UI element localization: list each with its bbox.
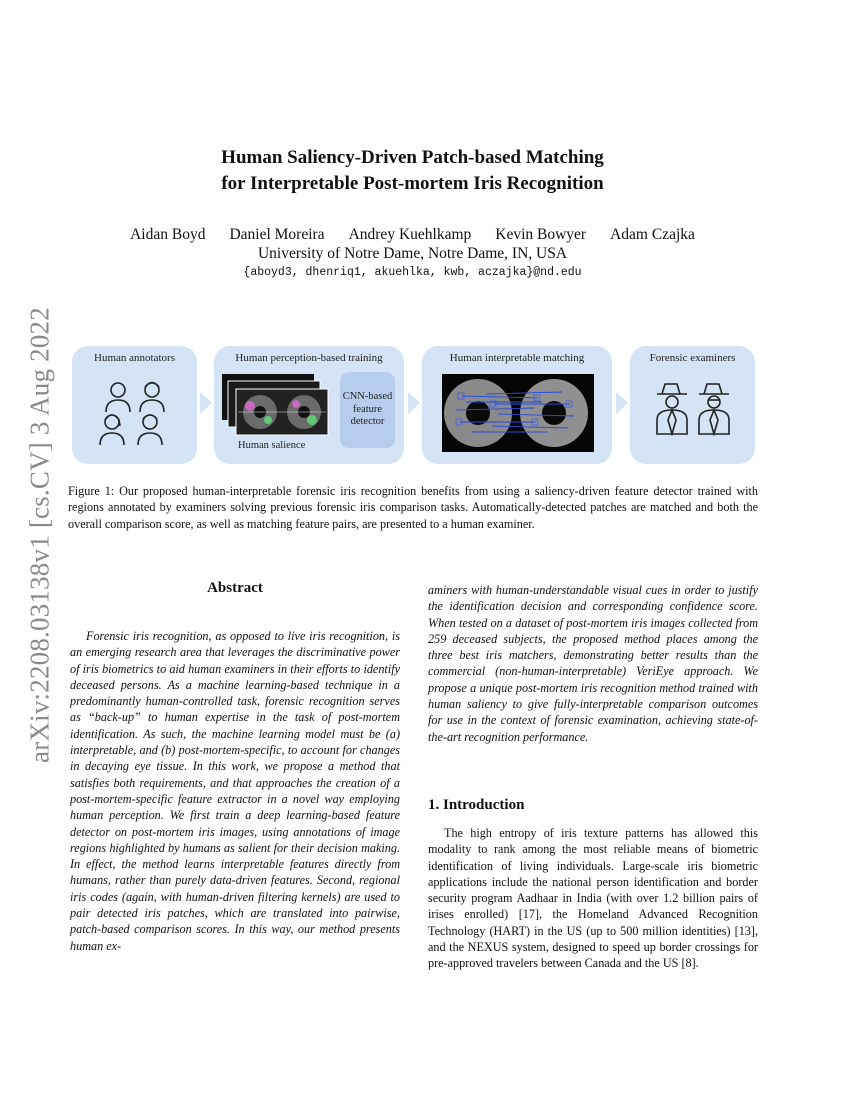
arxiv-text: arXiv:2208.03138v1 [cs.CV] 3 Aug 2022 bbox=[24, 307, 55, 763]
abstract-continuation: aminers with human-understandable visual cues in order to justify the identification decision and corresponding confidence score. When tested on a dataset of post-mortem iris images collected from 259 deceased subjects, the proposed method places among the three best iris matchers, demonstrating better results than the commercial (non-human-interpretable) VeriEye approach. We propose a unique post-mortem iris recognition method trained with human saliency to give fully-interpretable comparison outcomes for use in the context of forensic examination, achieving state-of-the-art recognition performance. bbox=[428, 583, 758, 744]
panel-title: Human annotators bbox=[94, 352, 175, 364]
human-salience-label: Human salience bbox=[238, 440, 306, 451]
author: Aidan Boyd bbox=[130, 226, 206, 243]
author-emails: {aboyd3, dhenriq1, akuehlka, kwb, aczajka}@nd.edu bbox=[243, 266, 582, 279]
introduction-heading: 1. Introduction bbox=[428, 797, 525, 813]
author: Adam Czajka bbox=[610, 226, 695, 243]
chevron-right-icon bbox=[200, 392, 212, 414]
iris-salience-stack-image bbox=[222, 374, 332, 442]
affiliation: University of Notre Dame, Notre Dame, IN, USA bbox=[257, 245, 568, 262]
figure-panel-matching bbox=[422, 346, 612, 464]
figure-caption: Figure 1: Our proposed human-interpretable forensic iris recognition benefits from using a saliency-driven feature detector trained with regions annotated by examiners solving previous forensic iris comparison tasks. Automatically-detected patches are matched and both the overall comparison score, as well as matching feature pairs, are presented to a human examiner. bbox=[68, 484, 758, 531]
author: Daniel Moreira bbox=[229, 226, 325, 243]
chevron-right-icon bbox=[616, 392, 628, 414]
author: Andrey Kuehlkamp bbox=[348, 226, 472, 243]
title-line-2: for Interpretable Post-mortem Iris Recognition bbox=[221, 173, 604, 194]
introduction-body: The high entropy of iris texture patterns has allowed this modality to rank among the most reliable means of biometric identification of living individuals. Large-scale iris biometric applications include the national person identification and border security program Aadhaar in India (with over 1.2 billion pairs of irises enrolled) [17], the Homeland Advanced Recognition Technology (HART) in the US (up to 500 million identities) [13], and the NEXUS system, designed to speed up border crossings for pre-approved travelers between Canada and the US [8]. bbox=[428, 826, 758, 971]
panel-title: Human perception-based training bbox=[235, 352, 383, 364]
figure-panel-training bbox=[214, 346, 404, 464]
panel-title: Human interpretable matching bbox=[449, 352, 585, 364]
panel-title: Forensic examiners bbox=[649, 352, 736, 364]
chevron-right-icon bbox=[408, 392, 420, 414]
human-annotators-icon bbox=[90, 378, 180, 448]
title-line-1: Human Saliency-Driven Patch-based Matching bbox=[221, 147, 604, 168]
forensic-examiners-icon bbox=[651, 380, 735, 436]
author-list bbox=[100, 226, 725, 244]
cnn-feature-detector-box: CNN-based feature detector bbox=[340, 372, 395, 448]
arxiv-identifier bbox=[22, 300, 58, 770]
abstract-body: Forensic iris recognition, as opposed to live iris recognition, is an emerging research area that leverages the discriminative power of iris biometrics to aid human examiners in their efforts to identify deceased persons. As a machine learning-based technique in a predominantly human-controlled task, forensic recognition serves as “back-up” to human expertise in the task of post-mortem identification. As such, the machine learning model must be (a) interpretable, and (b) post-mortem-specific, to account for changes in decaying eye tissue. In this work, we propose a method that satisfies both requirements, and that approaches the creation of a post-mortem-specific feature extractor in a novel way employing human perception. We first train a deep learning-based feature detector on post-mortem iris images, using annotations of image regions highlighted by humans as salient for their decision making. In effect, the method learns interpretable features directly from humans, rather than purely data-driven features. Second, regional iris codes (again, with human-driven filtering kernels) are used to pair detected iris patches, which are translated into pairwise, patch-based comparison scores. In this way, our method presents human ex- bbox=[70, 629, 400, 953]
paper-title bbox=[100, 145, 725, 197]
abstract-heading: Abstract bbox=[207, 580, 263, 596]
iris-matching-image bbox=[442, 374, 594, 452]
author: Kevin Bowyer bbox=[495, 226, 587, 243]
figure-panel-annotators bbox=[72, 346, 197, 464]
figure-panel-examiners bbox=[630, 346, 755, 464]
